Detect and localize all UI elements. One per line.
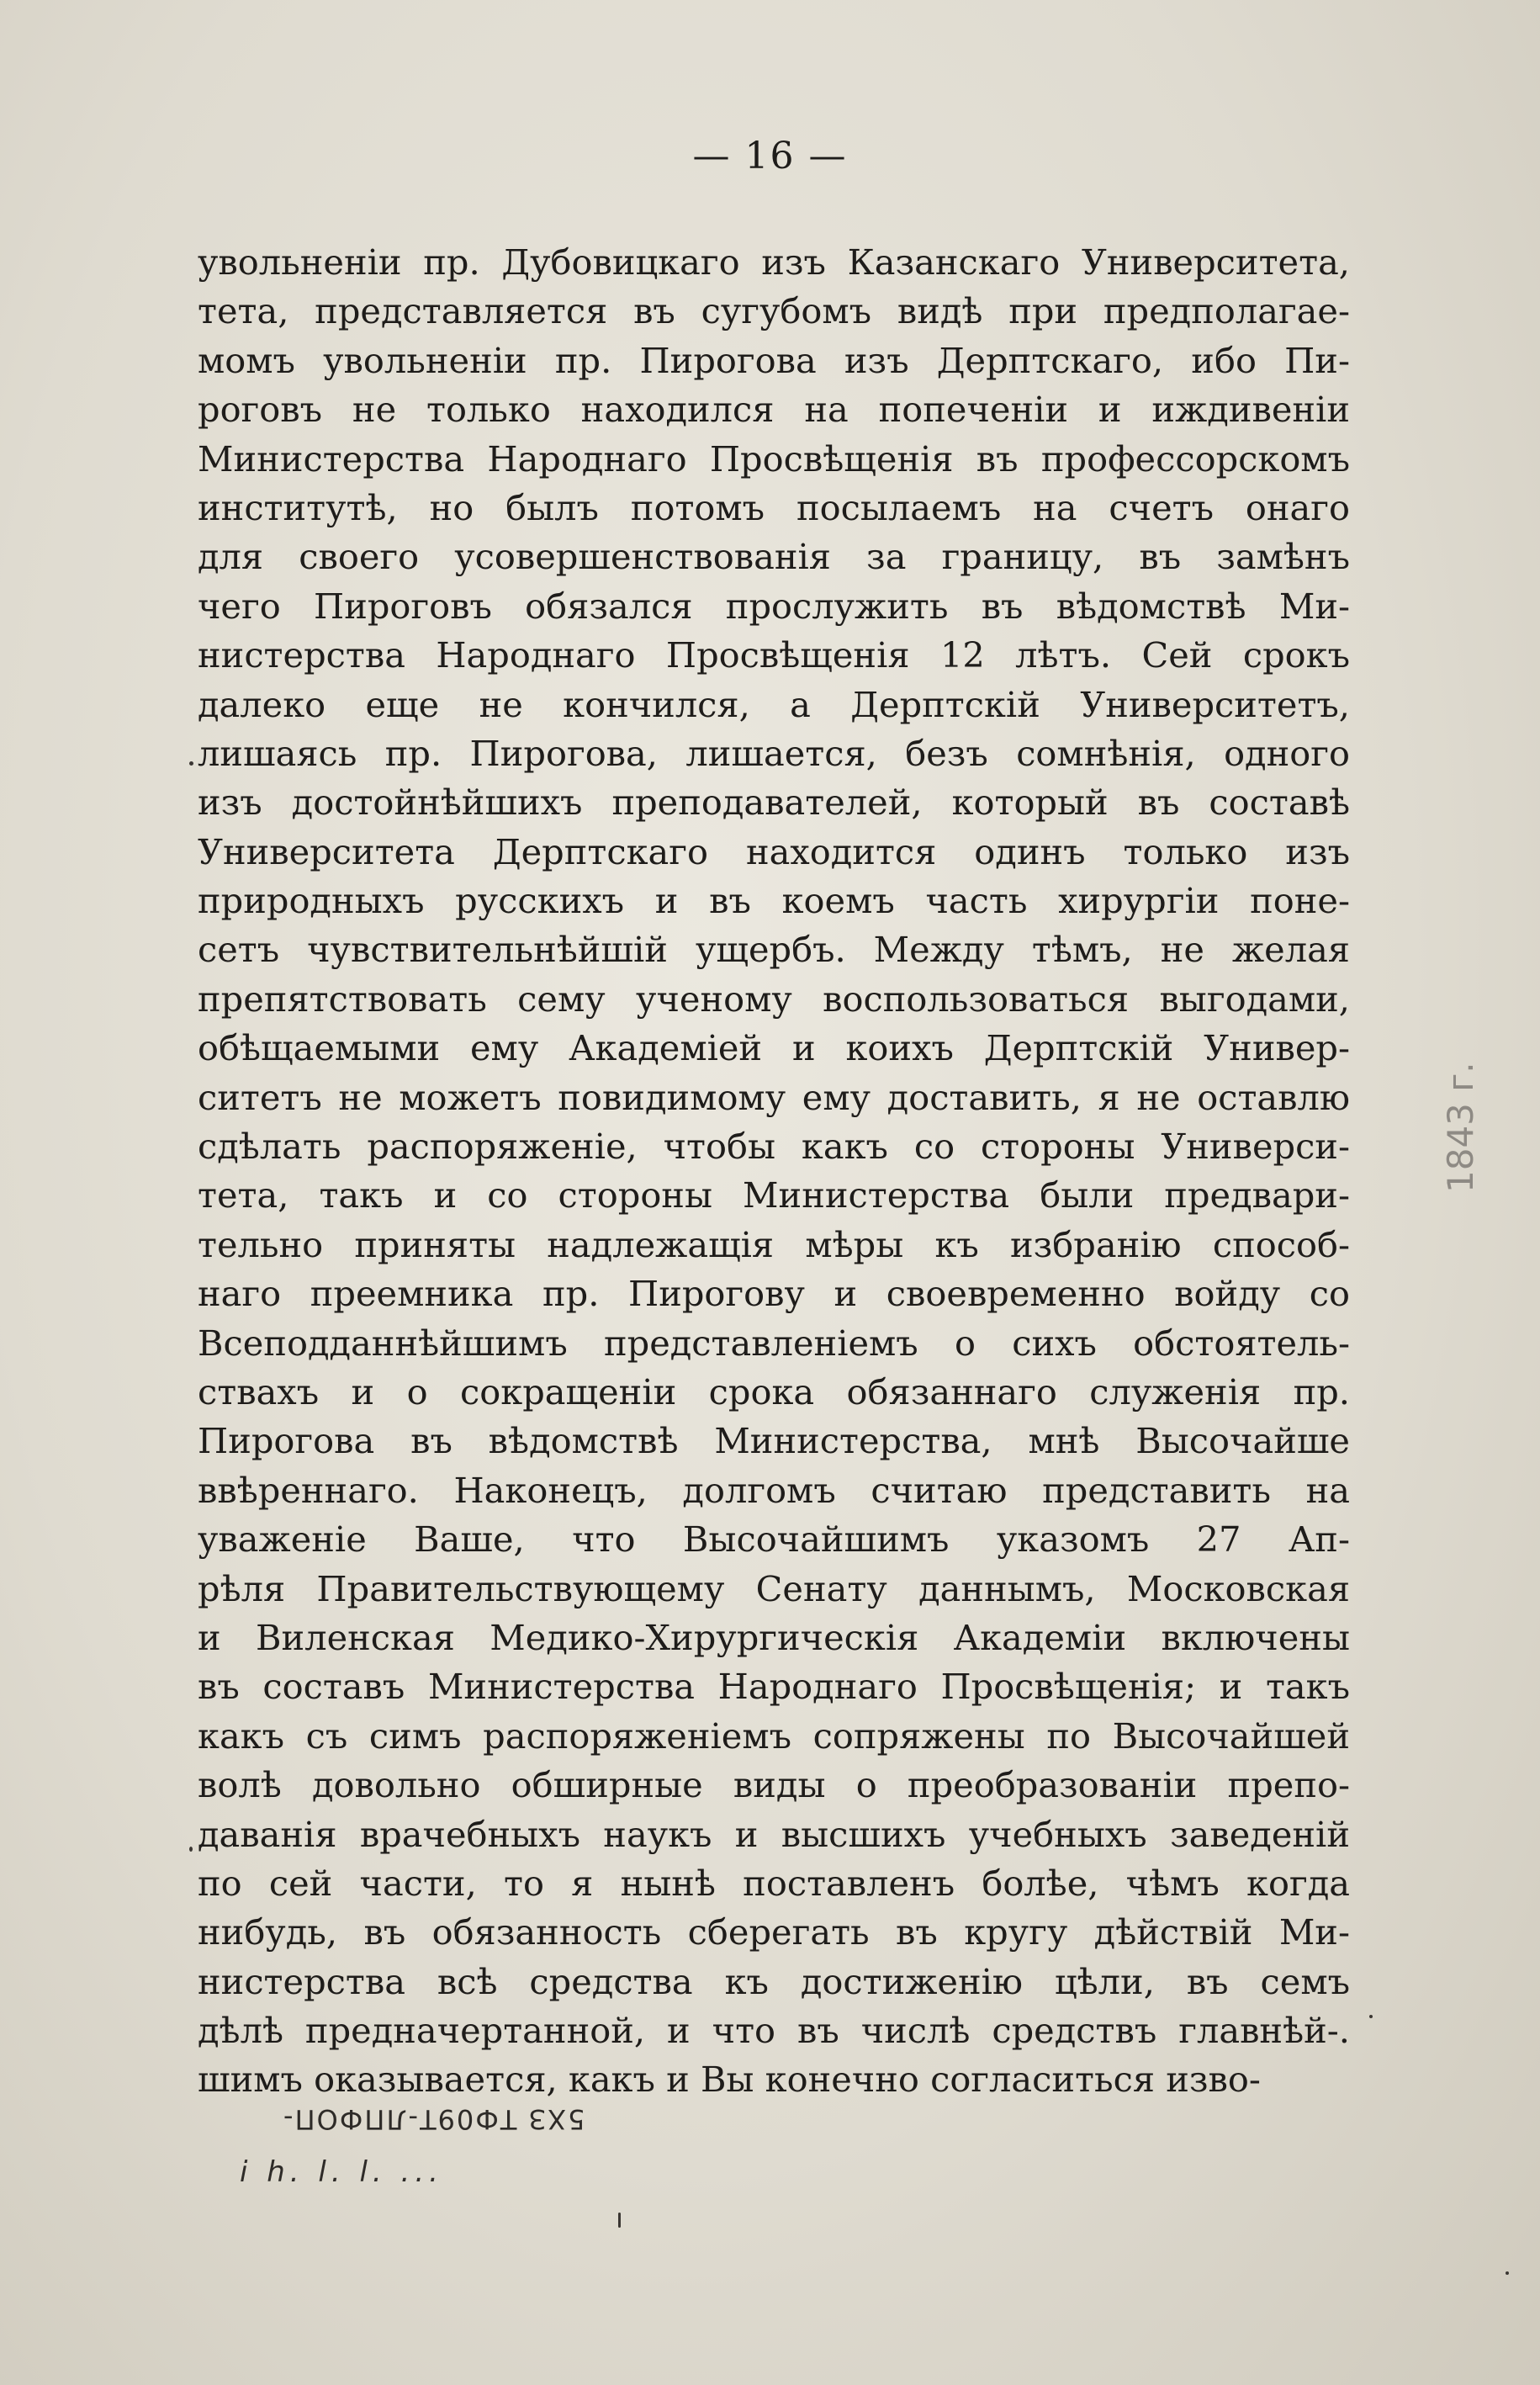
text-line: тета, такъ и со стороны Министерства были предвари- xyxy=(198,1174,1350,1216)
ink-speck xyxy=(1369,2015,1373,2018)
text-line: въ составъ Министерства Народнаго Просвѣщенія; и такъ xyxy=(198,1666,1350,1708)
text-line: обѣщаемыми ему Академіей и коихъ Дерптскій Универ- xyxy=(198,1027,1350,1069)
page-number: — 16 — xyxy=(692,135,848,178)
text-line: Министерства Народнаго Просвѣщенія въ профессорскомъ xyxy=(198,437,1350,480)
text-line: нистерства всѣ средства къ достиженію цѣли, въ семъ xyxy=(198,1960,1350,2002)
stamp-line-1: 5ХЗ ТФ09Т-ЛПФОП- xyxy=(282,2103,585,2135)
text-line: дѣлѣ предначертанной, и что въ числѣ средствъ главнѣй-. xyxy=(198,2010,1350,2052)
ink-speck xyxy=(1506,2271,1509,2275)
text-line: какъ съ симъ распоряженіемъ сопряжены по Высочайшей xyxy=(198,1715,1350,1757)
text-line: момъ увольненіи пр. Пирогова изъ Дерптскаго, ибо Пи- xyxy=(198,339,1350,381)
text-line: наго преемника пр. Пирогову и своевременно войду со xyxy=(198,1273,1350,1315)
text-line: институтѣ, но былъ потомъ посылаемъ на счетъ онаго xyxy=(198,486,1350,528)
text-line: чего Пироговъ обязался прослужить въ вѣдомствѣ Ми- xyxy=(198,585,1350,627)
text-line: ввѣреннаго. Наконецъ, долгомъ считаю представить на xyxy=(198,1469,1350,1511)
text-line: далеко еще не кончился, а Дерптскій Университетъ, xyxy=(198,683,1350,725)
text-line: лишаясь пр. Пирогова, лишается, безъ сомнѣнія, одного xyxy=(198,732,1350,774)
text-line: роговъ не только находился на попеченіи и иждивеніи xyxy=(198,389,1350,431)
text-line: изъ достойнѣйшихъ преподавателей, который въ составѣ xyxy=(198,782,1350,824)
text-line: для своего усовершенствованія за границу, въ замѣнъ xyxy=(198,536,1350,578)
body-text xyxy=(198,238,1350,2105)
text-line: Университета Дерптскаго находится одинъ только изъ xyxy=(198,830,1350,872)
text-line: шимъ оказывается, какъ и Вы конечно согласиться изво- xyxy=(198,2059,1261,2101)
handwritten-margin-note: 1843 г. xyxy=(1440,1062,1481,1193)
text-line: препятствовать сему ученому воспользоваться выгодами, xyxy=(198,978,1350,1020)
text-line: ствахъ и о сокращеніи срока обязаннаго служенія пр. xyxy=(198,1370,1350,1412)
text-line: Всеподданнѣйшимъ представленіемъ о сихъ обстоятель- xyxy=(198,1322,1350,1364)
text-line: природныхъ русскихъ и въ коемъ часть хирургіи поне- xyxy=(198,880,1350,922)
text-line: увольненіи пр. Дубовицкаго изъ Казанскаго Университета, xyxy=(198,241,1350,283)
text-line: даванія врачебныхъ наукъ и высшихъ учебныхъ заведеній xyxy=(198,1813,1350,1855)
text-line: по сей части, то я нынѣ поставленъ болѣе, чѣмъ когда xyxy=(198,1862,1350,1904)
text-line: тельно приняты надлежащія мѣры къ избранію способ- xyxy=(198,1223,1350,1265)
ink-speck xyxy=(189,761,193,766)
text-line: и Виленская Медико-Хирургическія Академіи включены xyxy=(198,1616,1350,1658)
text-line: уваженіе Ваше, что Высочайшимъ указомъ 27 Ап- xyxy=(198,1518,1350,1561)
text-line: сетъ чувствительнѣйшій ущербъ. Между тѣмъ, не желая xyxy=(198,929,1350,971)
text-line: рѣля Правительствующему Сенату даннымъ, Московская xyxy=(198,1567,1350,1609)
text-line: тета, представляется въ сугубомъ видѣ при предполагае- xyxy=(198,290,1350,332)
library-stamp xyxy=(240,2103,669,2221)
ink-speck xyxy=(189,1847,193,1852)
text-line: Пирогова въ вѣдомствѣ Министерства, мнѣ Высочайше xyxy=(198,1420,1350,1462)
stamp-line-2: і h. l. l. ... xyxy=(240,2155,443,2189)
text-line: нибудь, въ обязанность сберегать въ кругу дѣйствій Ми- xyxy=(198,1911,1350,1953)
text-line: волѣ довольно обширные виды о преобразованіи препо- xyxy=(198,1764,1350,1806)
text-line: сдѣлать распоряженіе, чтобы какъ со стороны Универси- xyxy=(198,1126,1350,1168)
ink-speck xyxy=(618,2213,621,2228)
text-line: нистерства Народнаго Просвѣщенія 12 лѣтъ. Сей срокъ xyxy=(198,634,1350,676)
text-line: ситетъ не можетъ повидимому ему доставить, я не оставлю xyxy=(198,1076,1350,1118)
